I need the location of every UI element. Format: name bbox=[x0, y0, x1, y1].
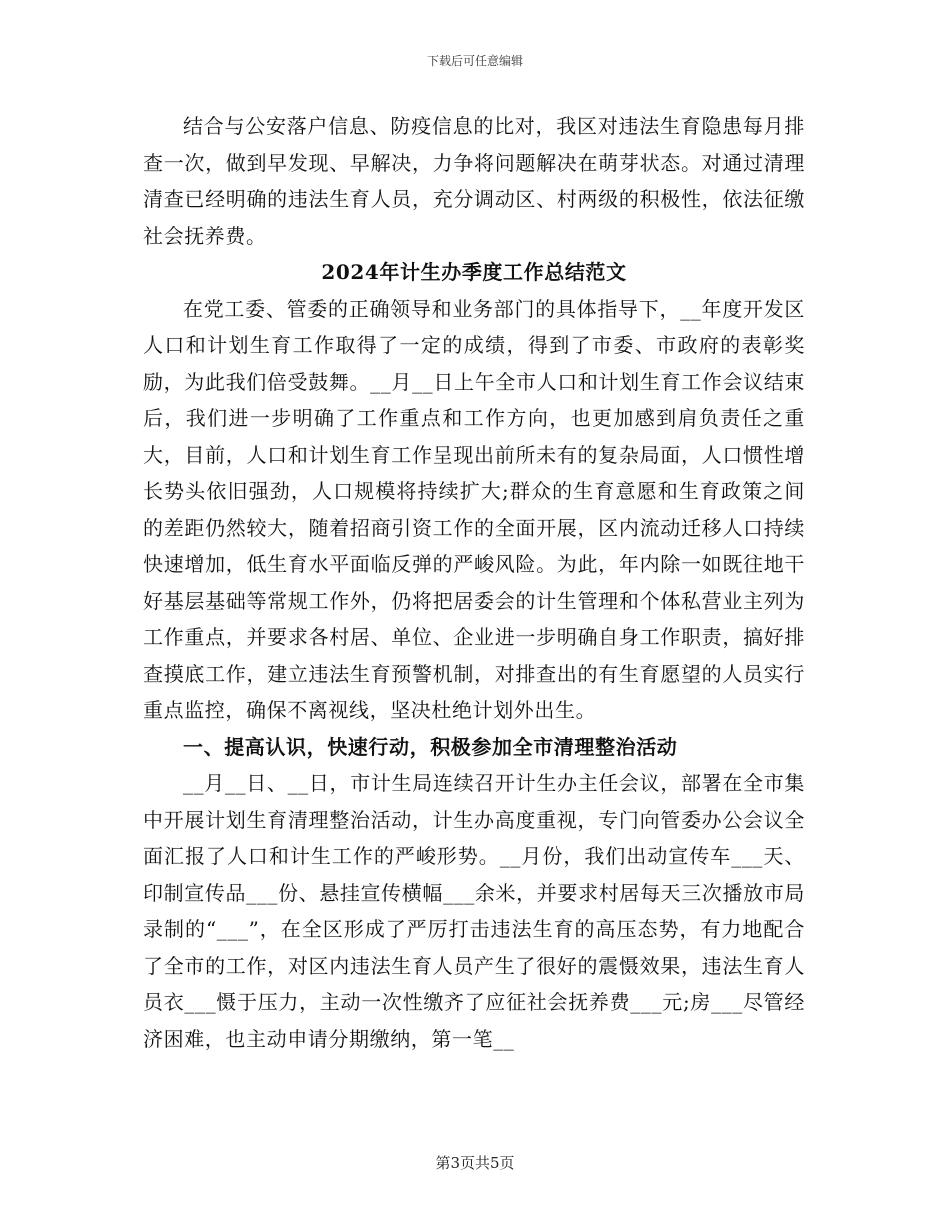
intro-paragraph: 结合与公安落户信息、防疫信息的比对，我区对违法生育隐患每月排查一次，做到早发现、早解决，力争将问题解决在萌芽状态。对通过清理清查已经明确的违法生育人员，充分调动区、村两级的积极性，依法征缴社会抚养费。 bbox=[143, 114, 805, 248]
section-heading-1: 一、提高认识，快速行动，积极参加全市清理整治活动 bbox=[183, 734, 678, 759]
body-paragraph-1: 在党工委、管委的正确领导和业务部门的具体指导下，__年度开发区人口和计划生育工作取得了一定的成绩，得到了市委、市政府的表彰奖励，为此我们倍受鼓舞。__月__日上午全市人口和计划生育工作会议结束后，我们进一步明确了工作重点和工作方向，也更加感到肩负责任之重大，目前，人口和计划生育工作呈现出前所未有的复杂局面，人口惯性增长势头依旧强劲，人口规模将持续扩大;群众的生育意愿和生育政策之间的差距仍然较大，随着招商引资工作的全面开展，区内流动迁移人口持续快速增加，低生育水平面临反弹的严峻风险。为此，年内除一如既往地干好基层基础等常规工作外，仍将把居委会的计生管理和个体私营业主列为工作重点，并要求各村居、单位、企业进一步明确自身工作职责，搞好排查摸底工作，建立违法生育预警机制，对排查出的有生育愿望的人员实行重点监控，确保不离视线，坚决杜绝计划外出生。 bbox=[143, 296, 805, 722]
page-number: 第3页共5页 bbox=[435, 1154, 515, 1172]
body-paragraph-2: __月__日、__日，市计生局连续召开计生办主任会议，部署在全市集中开展计划生育清理整治活动，计生办高度重视，专门向管委办公会议全面汇报了人口和计生工作的严峻形势。__月份，我们出动宣传车___天、印制宣传品___份、悬挂宣传横幅___余米，并要求村居每天三次播放市局录制的“___”，在全区形成了严厉打击违法生育的高压态势，有力地配合了全市的工作，对区内违法生育人员产生了很好的震慑效果，违法生育人员衣___慑于压力，主动一次性缴齐了应征社会抚养费___元;房___尽管经济困难，也主动申请分期缴纳，第一笔__ bbox=[143, 771, 805, 1051]
document-body bbox=[143, 108, 805, 1057]
header-note: 下载后可任意编辑 bbox=[426, 54, 523, 68]
document-title: 2024年计生办季度工作总结范文 bbox=[321, 260, 627, 284]
